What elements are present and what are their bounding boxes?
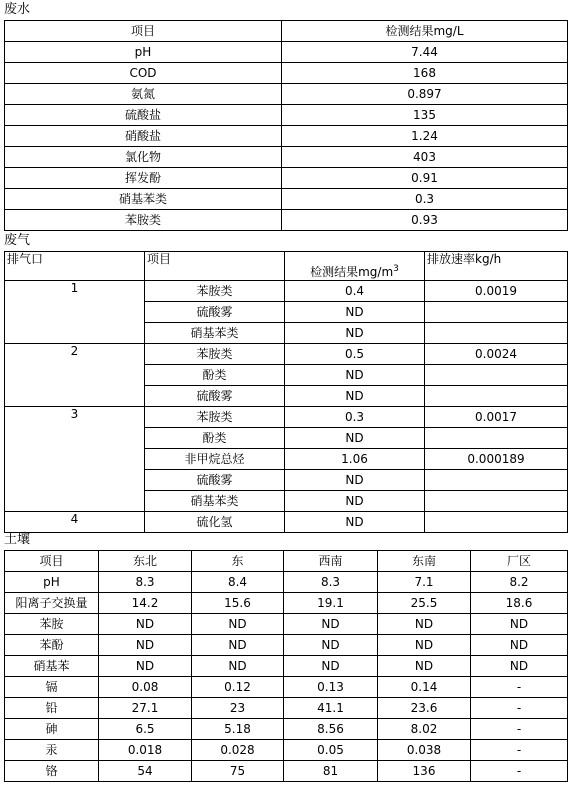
value-cell: 23 xyxy=(192,698,284,719)
header-result xyxy=(285,252,425,281)
header-result-label: 检测结果mg/m xyxy=(310,265,394,279)
item-cell: 硫酸盐 xyxy=(5,105,282,126)
soil-section-title: 土壤 xyxy=(4,532,31,547)
value-cell: - xyxy=(471,740,568,761)
table-row xyxy=(5,281,568,302)
table-row xyxy=(5,147,568,168)
item-cell: 阳离子交换量 xyxy=(5,593,99,614)
value-cell: 0.038 xyxy=(378,740,471,761)
item-cell: 硫酸雾 xyxy=(145,386,285,407)
value-cell: ND xyxy=(99,635,192,656)
item-cell: 硫酸雾 xyxy=(145,470,285,491)
item-cell: pH xyxy=(5,572,99,593)
value-cell: 0.4 xyxy=(285,281,425,302)
value-cell: 8.2 xyxy=(471,572,568,593)
soil-table xyxy=(4,550,568,782)
outlet-cell: 2 xyxy=(5,344,145,407)
value-cell: 19.1 xyxy=(284,593,378,614)
item-cell: 氨氮 xyxy=(5,84,282,105)
item-cell: 氯化物 xyxy=(5,147,282,168)
value-cell: ND xyxy=(285,470,425,491)
item-cell: 苯酚 xyxy=(5,635,99,656)
value-cell: 403 xyxy=(282,147,568,168)
value-cell: 8.3 xyxy=(284,572,378,593)
item-cell: 硝基苯类 xyxy=(5,189,282,210)
item-cell: pH xyxy=(5,42,282,63)
value-cell: ND xyxy=(285,302,425,323)
value-cell: 168 xyxy=(282,63,568,84)
table-header-row xyxy=(5,551,568,572)
table-row xyxy=(5,512,568,533)
value-cell: 41.1 xyxy=(284,698,378,719)
item-cell: 苯胺 xyxy=(5,614,99,635)
value-cell: 7.44 xyxy=(282,42,568,63)
item-cell: 苯胺类 xyxy=(145,281,285,302)
value-cell: 23.6 xyxy=(378,698,471,719)
exhaust-table xyxy=(4,251,568,533)
value-cell: - xyxy=(471,761,568,782)
value-cell: ND xyxy=(471,656,568,677)
rate-cell: 0.000189 xyxy=(425,449,568,470)
value-cell: 136 xyxy=(378,761,471,782)
rate-cell: 0.0017 xyxy=(425,407,568,428)
item-cell: 铬 xyxy=(5,761,99,782)
value-cell: 0.14 xyxy=(378,677,471,698)
table-row xyxy=(5,210,568,231)
table-header-row xyxy=(5,21,568,42)
table-row xyxy=(5,635,568,656)
header-cell: 项目 xyxy=(5,551,99,572)
table-row xyxy=(5,740,568,761)
value-cell: 7.1 xyxy=(378,572,471,593)
value-cell: 5.18 xyxy=(192,719,284,740)
header-cell: 厂区 xyxy=(471,551,568,572)
table-row xyxy=(5,105,568,126)
header-cell: 东 xyxy=(192,551,284,572)
value-cell: 8.02 xyxy=(378,719,471,740)
header-cell: 西南 xyxy=(284,551,378,572)
value-cell: ND xyxy=(285,491,425,512)
value-cell: 0.93 xyxy=(282,210,568,231)
wastewater-section-title: 废水 xyxy=(4,2,31,17)
value-cell: 0.3 xyxy=(285,407,425,428)
value-cell: 25.5 xyxy=(378,593,471,614)
item-cell: 苯胺类 xyxy=(145,407,285,428)
value-cell: ND xyxy=(285,386,425,407)
value-cell: - xyxy=(471,698,568,719)
value-cell: 0.91 xyxy=(282,168,568,189)
exhaust-section-title: 废气 xyxy=(4,233,31,248)
value-cell: 0.05 xyxy=(284,740,378,761)
value-cell: 1.06 xyxy=(285,449,425,470)
outlet-cell: 4 xyxy=(5,512,145,533)
value-cell: 0.018 xyxy=(99,740,192,761)
rate-cell xyxy=(425,512,568,533)
header-cell: 东南 xyxy=(378,551,471,572)
rate-cell xyxy=(425,491,568,512)
value-cell: 14.2 xyxy=(99,593,192,614)
table-row xyxy=(5,42,568,63)
header-cell: 东北 xyxy=(99,551,192,572)
value-cell: ND xyxy=(471,614,568,635)
rate-cell xyxy=(425,302,568,323)
value-cell: 8.4 xyxy=(192,572,284,593)
value-cell: 8.56 xyxy=(284,719,378,740)
item-cell: 砷 xyxy=(5,719,99,740)
value-cell: ND xyxy=(284,635,378,656)
value-cell: 0.897 xyxy=(282,84,568,105)
value-cell: ND xyxy=(378,635,471,656)
value-cell: 15.6 xyxy=(192,593,284,614)
header-result-sup: 3 xyxy=(393,264,399,274)
item-cell: 酚类 xyxy=(145,428,285,449)
outlet-cell: 3 xyxy=(5,407,145,512)
table-row xyxy=(5,593,568,614)
value-cell: 81 xyxy=(284,761,378,782)
header-rate: 排放速率kg/h xyxy=(425,252,568,281)
table-row xyxy=(5,698,568,719)
value-cell: ND xyxy=(99,656,192,677)
value-cell: ND xyxy=(192,635,284,656)
item-cell: 挥发酚 xyxy=(5,168,282,189)
table-row xyxy=(5,719,568,740)
value-cell: ND xyxy=(471,635,568,656)
header-outlet: 排气口 xyxy=(5,252,145,281)
table-row xyxy=(5,84,568,105)
value-cell: 1.24 xyxy=(282,126,568,147)
item-cell: 苯胺类 xyxy=(5,210,282,231)
rate-cell xyxy=(425,365,568,386)
value-cell: - xyxy=(471,719,568,740)
header-result: 检测结果mg/L xyxy=(282,21,568,42)
header-item: 项目 xyxy=(145,252,285,281)
item-cell: 硫酸雾 xyxy=(145,302,285,323)
value-cell: ND xyxy=(284,656,378,677)
value-cell: ND xyxy=(99,614,192,635)
value-cell: ND xyxy=(284,614,378,635)
value-cell: 8.3 xyxy=(99,572,192,593)
item-cell: 酚类 xyxy=(145,365,285,386)
rate-cell xyxy=(425,470,568,491)
value-cell: 0.08 xyxy=(99,677,192,698)
value-cell: 0.028 xyxy=(192,740,284,761)
value-cell: - xyxy=(471,677,568,698)
item-cell: COD xyxy=(5,63,282,84)
value-cell: 54 xyxy=(99,761,192,782)
value-cell: 0.13 xyxy=(284,677,378,698)
table-row xyxy=(5,614,568,635)
outlet-cell: 1 xyxy=(5,281,145,344)
table-row xyxy=(5,761,568,782)
item-cell: 铅 xyxy=(5,698,99,719)
value-cell: 27.1 xyxy=(99,698,192,719)
item-cell: 硫化氢 xyxy=(145,512,285,533)
value-cell: 75 xyxy=(192,761,284,782)
value-cell: ND xyxy=(378,614,471,635)
value-cell: 18.6 xyxy=(471,593,568,614)
item-cell: 非甲烷总烃 xyxy=(145,449,285,470)
item-cell: 硝酸盐 xyxy=(5,126,282,147)
value-cell: ND xyxy=(285,365,425,386)
value-cell: 6.5 xyxy=(99,719,192,740)
value-cell: ND xyxy=(192,656,284,677)
table-row xyxy=(5,168,568,189)
table-header-row xyxy=(5,252,568,281)
header-item: 项目 xyxy=(5,21,282,42)
value-cell: ND xyxy=(192,614,284,635)
rate-cell: 0.0019 xyxy=(425,281,568,302)
rate-cell xyxy=(425,428,568,449)
table-row xyxy=(5,189,568,210)
value-cell: ND xyxy=(378,656,471,677)
value-cell: 0.12 xyxy=(192,677,284,698)
item-cell: 硝基苯类 xyxy=(145,323,285,344)
item-cell: 苯胺类 xyxy=(145,344,285,365)
item-cell: 硝基苯类 xyxy=(145,491,285,512)
value-cell: 0.3 xyxy=(282,189,568,210)
value-cell: ND xyxy=(285,428,425,449)
item-cell: 汞 xyxy=(5,740,99,761)
table-row xyxy=(5,126,568,147)
table-row xyxy=(5,572,568,593)
table-row xyxy=(5,656,568,677)
table-row xyxy=(5,407,568,428)
table-row xyxy=(5,63,568,84)
wastewater-table xyxy=(4,20,568,231)
value-cell: 0.5 xyxy=(285,344,425,365)
rate-cell: 0.0024 xyxy=(425,344,568,365)
table-row xyxy=(5,677,568,698)
value-cell: 135 xyxy=(282,105,568,126)
table-row xyxy=(5,344,568,365)
item-cell: 硝基苯 xyxy=(5,656,99,677)
item-cell: 镉 xyxy=(5,677,99,698)
value-cell: ND xyxy=(285,512,425,533)
rate-cell xyxy=(425,386,568,407)
value-cell: ND xyxy=(285,323,425,344)
rate-cell xyxy=(425,323,568,344)
